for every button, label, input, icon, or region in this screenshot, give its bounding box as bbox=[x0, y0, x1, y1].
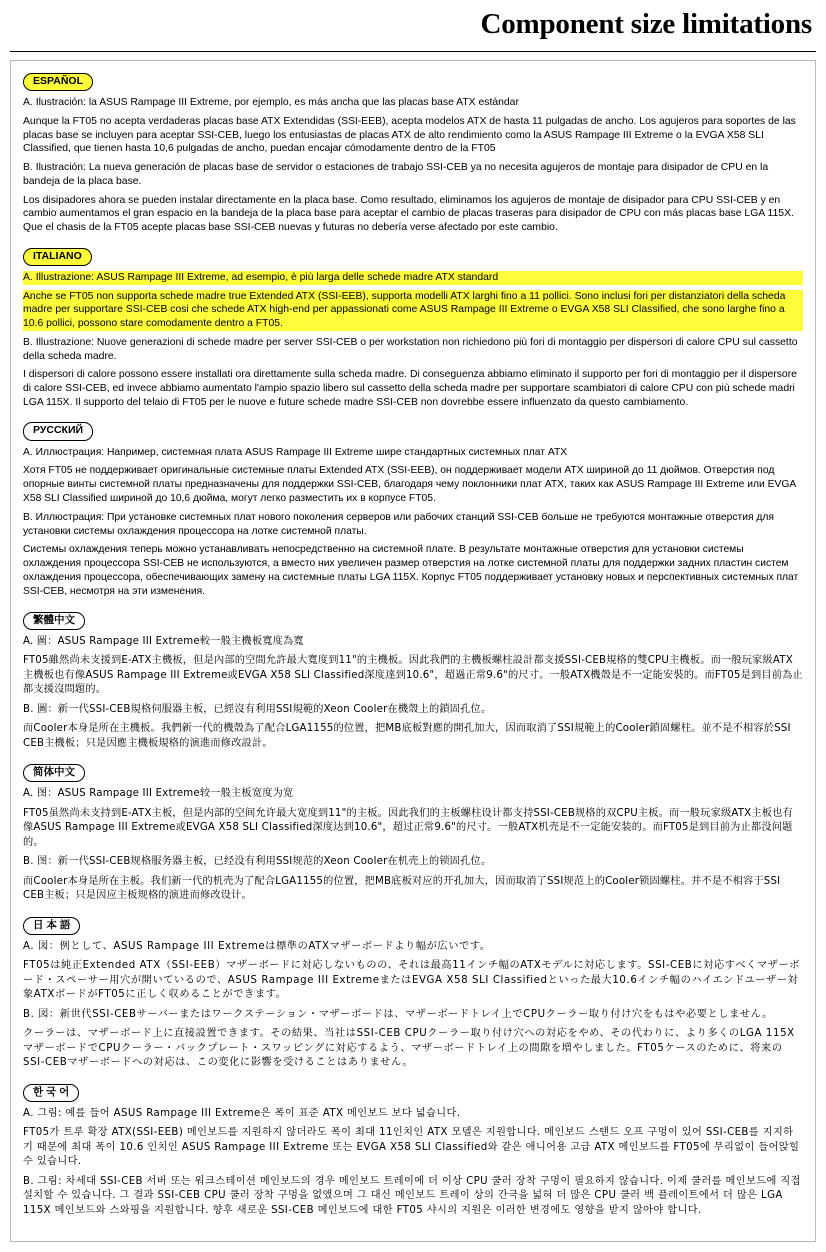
language-badge-simplified-chinese: 简体中文 bbox=[23, 764, 85, 782]
paragraph: 而Cooler本身是所在主機板。我們新一代的機殼為了配合LGA1155的位置，把MB底板對應的開孔加大，因而取消了SSI規範上的Cooler鎖固螺柱。並不是不相容於SSI CEB主機板；只是因應主機板規格的演進而修改設計。 bbox=[23, 723, 791, 749]
section-espanol bbox=[23, 71, 803, 235]
paragraph: A. Ilustración: la ASUS Rampage III Extreme, por ejemplo, es más ancha que las placas base ATX estándar bbox=[23, 97, 519, 109]
page-title: Component size limitations bbox=[480, 8, 812, 40]
paragraph: クーラーは、マザーボード上に直接設置できます。その結果、当社はSSI-CEB CPUクーラー取り付け穴への対応をやめ、その代わりに、より多くのLGA 115XマザーボードでCPUクーラー・バックプレート・スワッピングに対応するよう、マザーボードトレイ上の間隙を増やしました。FT05ケースのために、将来のSSI-CEBマザーボードへの対応は、この変化に影響を受けることはありません。 bbox=[23, 1028, 795, 1069]
section-korean bbox=[23, 1082, 803, 1219]
section-italiano bbox=[23, 246, 803, 410]
language-badge-russkiy: РУССКИЙ bbox=[23, 422, 93, 440]
paragraph: FT05雖然尚未支援到E-ATX主機板，但是內部的空間允許最大寬度到11"的主機板。因此我們的主機板螺柱設計都支援SSI-CEB規格的雙CPU主機板。而一般玩家級ATX主機板也有像ASUS Rampage III Extreme或EVGA X58 SLI Classified深度達到10.6"，超過正常9.6"的尺寸。一般ATX機殼是不一定能安裝的。而FT05是到目前為止都支援沒問題的。 bbox=[23, 655, 803, 696]
paragraph: Хотя FT05 не поддерживает оригинальные системные платы Extended ATX (SSI-EEB), он поддерживает модели ATX шириной до 11 дюймов. Отверстия под опорные винты системной платы предназначены для поддержки SSI-CEB, благодаря чему поклонники плат ATX, таких как ASUS Rampage III Extreme или EVGA X58 SLI Classified шириной до 10,6 дюйма, могут легко разместить их в корпусе FT05. bbox=[23, 465, 796, 504]
paragraph: B. Illustrazione: Nuove generazioni di schede madre per server SSI-CEB o per workstation non richiedono più fori di montaggio per dispersori di calore CPU sul cassetto della scheda madre. bbox=[23, 336, 798, 362]
language-badge-italiano: ITALIANO bbox=[23, 248, 92, 266]
paragraph-highlighted: Anche se FT05 non supporta schede madre true Extended ATX (SSI-EEB), supporta modelli ATX larghi fino a 11 pollici. Sono inclusi fori per distanziatori della scheda madre per supportare SSI-CEB cosi che schede ATX high-end per appassionati come ASUS Rampage III Extreme o EVGA X58 SLI Classified, che sono larghe fino a 10.6 pollici, possono stare comodamente dentro a FT05. bbox=[23, 290, 803, 331]
paragraph: Системы охлаждения теперь можно устанавливать непосредственно на системной плате. В результате монтажные отверстия для установки системы охлаждения процессора SSI-CEB не используются, а вместо них увеличен размер отверстия на лотке системной платы для поддержки задних пластин систем охлаждения процессора, обеспечивающих замену на системные платы LGA 115X. Корпус FT05 поддерживает установку новых и перспективных системных плат SSI-CEB, несмотря на эти изменения. bbox=[23, 544, 799, 597]
language-badge-espanol: ESPAÑOL bbox=[23, 73, 93, 91]
section-body-russkiy bbox=[23, 446, 803, 599]
section-body-japanese bbox=[23, 940, 803, 1071]
language-badge-traditional-chinese: 繁體中文 bbox=[23, 612, 85, 630]
section-body-italiano bbox=[23, 271, 803, 410]
paragraph: В. Иллюстрация: При установке системных плат нового поколения серверов или рабочих станций SSI-CEB больше не требуются монтажные отверстия для установки системы охлаждения процессора на лотке системной платы. bbox=[23, 511, 774, 537]
section-body-traditional-chinese bbox=[23, 635, 803, 751]
paragraph: B. Ilustración: La nueva generación de placas base de servidor o estaciones de trabajo SSI-CEB ya no necesita agujeros de montaje para disipador de CPU en la bandeja de la placa base. bbox=[23, 162, 769, 187]
paragraph: B. 그림: 차세대 SSI-CEB 서버 또는 워크스테이션 메인보드의 경우 메인보드 트레이에 더 이상 CPU 쿨러 장착 구멍이 필요하지 않습니다. 이제 쿨러를 메인보드에 직접 설치할 수 있습니다. 그 결과 SSI-CEB CPU 쿨러 장착 구멍을 없앴으며 그 대신 메인보드 트레이 상의 간극을 넓혀 더 많은 CPU 쿨러 백 플레이트에서 더 많은 LGA 115X 메인보드와 스와핑을 지원합니다. 향후 새로운 SSI-CEB 메인보드에 대한 FT05 샤시의 지원은 이러한 변경에도 영향을 받지 않아야 합니다. bbox=[23, 1175, 801, 1216]
paragraph: Los disipadores ahora se pueden instalar directamente en la placa base. Como resultado, eliminamos los agujeros de montaje de disipador para CPU SSI-CEB y en cambio aumentamos el gran espacio en la bandeja de la placa base para aceptar el cambio de placas traseras para disipador de CPU con más placas base LGA 115X. Que el chasis de la FT05 acepte placas base SSI-CEB nuevas y futuras no debería verse afectado por este cambio. bbox=[23, 194, 794, 233]
paragraph: Aunque la FT05 no acepta verdaderas placas base ATX Extendidas (SSI-EEB), acepta modelos ATX de hasta 11 pulgadas de ancho. Los agujeros para soportes de las placas base se incluyen para aceptar SSI-CEB, luego los entusiastas de placas ATX de alto rendimiento como la ASUS Rampage III Extreme o la EVGA X58 SLI Classified, que tienen hasta 10,6 pulgadas de ancho, puedan encajar cómodamente dentro de la FT05 bbox=[23, 115, 796, 155]
paragraph: A. 圖：ASUS Rampage III Extreme較一般主機板寬度為寬 bbox=[23, 635, 304, 647]
paragraph: FT05虽然尚未支持到E-ATX主板，但是内部的空间允许最大宽度到11"的主板。因此我们的主板螺柱设计都支持SSI-CEB规格的双CPU主板。而一般玩家级ATX主板也有像ASUS Rampage III Extreme或EVGA X58 SLI Classified深度达到10.6"，超过正常9.6"的尺寸。一般ATX机壳是不一定能安装的。而FT05是到目前为止都没问题的。 bbox=[23, 807, 793, 848]
title-divider bbox=[10, 51, 816, 52]
section-body-espanol bbox=[23, 96, 803, 235]
paragraph: A. Иллюстрация: Например, системная плата ASUS Rampage III Extreme шире стандартных системных плат ATX bbox=[23, 446, 568, 458]
paragraph: 而Cooler本身是所在主板。我们新一代的机壳为了配合LGA1155的位置，把MB底板对应的开孔加大，因而取消了SSI规范上的Cooler锁固螺柱。并不是不相容于SSI CEB主板；只是因应主板规格的演进而修改设计。 bbox=[23, 875, 781, 902]
section-traditional-chinese bbox=[23, 610, 803, 752]
paragraph: FT05は純正Extended ATX（SSI-EEB）マザーボードに対応しないものの、それは最高11インチ幅のATXモデルに対応します。SSI-CEBに対応すべくマザーボード・スペーサー用穴が開いているので、ASUS Rampage III ExtremeまたはEVGA X58 SLI Classifiedといった最大10.6インチ幅のハイエンドユーザー対象ATXボードがFT05に正しく収めることができます。 bbox=[23, 960, 801, 1001]
paragraph: A. 図：例として、ASUS Rampage III Extremeは標準のATXマザーボードより幅が広いです。 bbox=[23, 940, 491, 952]
paragraph: A. 图：ASUS Rampage III Extreme较一般主板宽度为宽 bbox=[23, 788, 294, 800]
language-badge-korean: 한 국 어 bbox=[23, 1084, 79, 1102]
paragraph: B. 圖：新一代SSI-CEB規格伺服器主板，已經沒有利用SSI規範的Xeon Cooler在機殼上的鎖固孔位。 bbox=[23, 703, 492, 715]
paragraph: A. 그림: 예를 들어 ASUS Rampage III Extreme은 폭이 표준 ATX 메인보드 보다 넓습니다. bbox=[23, 1107, 461, 1119]
section-japanese bbox=[23, 915, 803, 1071]
paragraph: B. 図：新世代SSI-CEBサーバーまたはワークステーション・マザーボードは、マザーボードトレイ上でCPUクーラー取り付け穴をもはや必要としません。 bbox=[23, 1008, 773, 1020]
section-body-korean bbox=[23, 1107, 803, 1218]
content-box bbox=[10, 60, 816, 1242]
language-badge-japanese: 日 本 語 bbox=[23, 917, 80, 935]
section-russkiy bbox=[23, 420, 803, 598]
paragraph: FT05가 트루 확장 ATX(SSI-EEB) 메인보드를 지원하지 않더라도 폭이 최대 11인치인 ATX 모델은 지원합니다. 메인보드 스탠드 오프 구멍이 있어 SSI-CEB를 지지하기 때문에 최대 폭이 10.6 인치인 ASUS Rampage III Extreme 또는 EVGA X58 SLI Classified와 같은 애니어용 고급 ATX 메인보드를 FT05에 무리없이 들어앉힐 수 있습니다. bbox=[23, 1127, 800, 1168]
paragraph-highlighted: A. Illustrazione: ASUS Rampage III Extreme, ad esempio, è più larga delle schede madre ATX standard bbox=[23, 271, 803, 285]
paragraph: B. 图：新一代SSI-CEB规格服务器主板，已经没有利用SSI规范的Xeon Cooler在机壳上的锁固孔位。 bbox=[23, 856, 492, 868]
section-body-simplified-chinese bbox=[23, 787, 803, 903]
section-simplified-chinese bbox=[23, 762, 803, 904]
paragraph: I dispersori di calore possono essere installati ora direttamente sulla scheda madre. Di conseguenza abbiamo eliminato il supporto per fori di montaggio per il dispersore di calore SSI-CEB, ed invece abbiamo aumentato l'ampio spazio libero sul cassetto della scheda madre per supportare scambiatori di calore CPU con più schede madri LGA 115X. Il supporto del telaio di FT05 per le nuove e future schede madre SSI-CEB non dovrebbe essere influenzato da questo cambiamento. bbox=[23, 369, 797, 408]
